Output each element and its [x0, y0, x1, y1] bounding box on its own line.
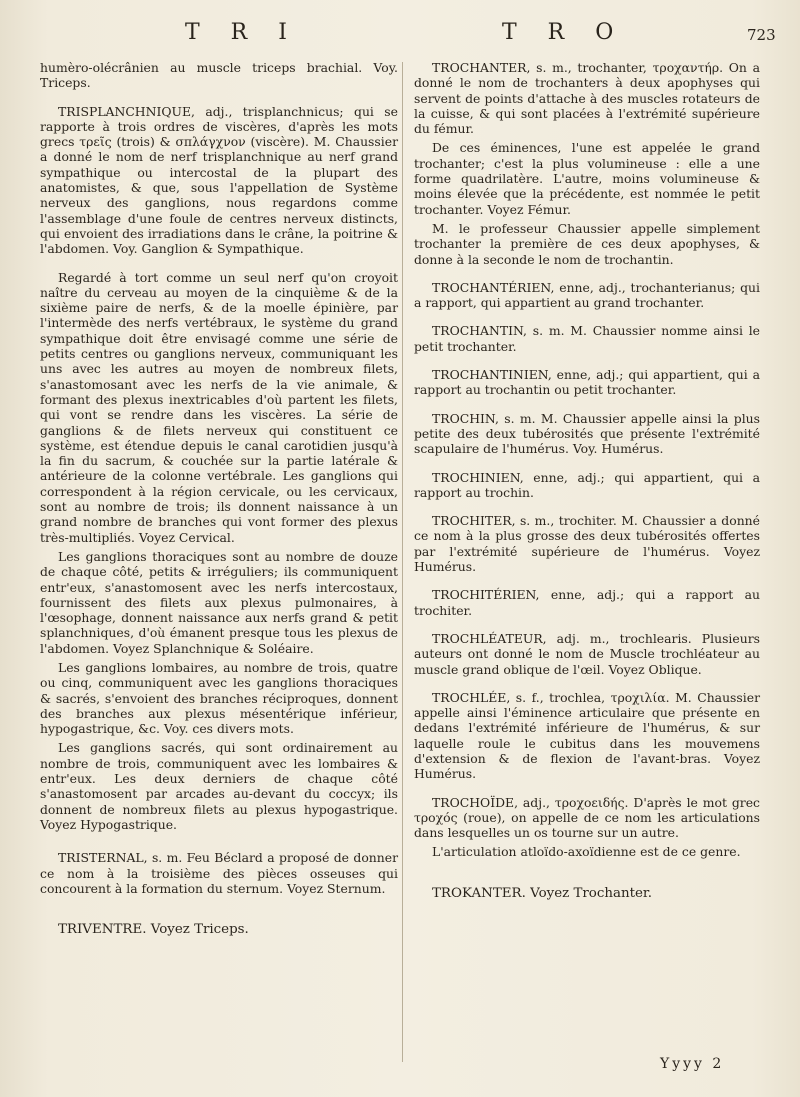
paragraph-atloido-axoidienne: L'articulation atloïdo-axoïdienne est de ce genre.: [432, 844, 741, 860]
entry-trochlee: TROCHLÉE, s. f., trochlea, τροχιλία. M. Chaussier appelle ainsi l'éminence articulaire que présente en dedans l'extrémité inférieure de l'humérus, & sur laquelle roule le cubitus dans les mouvemens d'extension & de flexion de l'avant-bras. Voyez Humérus.: [414, 689, 760, 782]
left-column: [40, 60, 398, 950]
running-head-right: T R O: [502, 20, 626, 45]
entry-trochiterien: TROCHITÉRIEN, enne, adj.; qui a rapport au trochiter.: [414, 587, 760, 618]
entry-triventre: TRIVENTRE. Voyez Triceps.: [58, 922, 249, 938]
entry-tristernal: TRISTERNAL, s. m. Feu Béclard a proposé de donner ce nom à la troisième des pièces osseuses qui concourent à la formation du sternum. Voyez Sternum.: [40, 850, 398, 896]
signature-mark: Yyyy 2: [660, 1056, 725, 1072]
entry-trokanter: TROKANTER. Voyez Trochanter.: [432, 885, 653, 901]
running-head-left: T R I: [185, 20, 299, 45]
entry-trochoide: TROCHOÏDE, adj., τροχοειδής. D'après le mot grec τροχός (roue), on appelle de ce nom les articulations dans lesquelles un os tourne sur un autre.: [414, 794, 760, 841]
entry-trochanterien: TROCHANTÉRIEN, enne, adj., trochanterianus; qui a rapport, qui appartient au grand trochanter.: [414, 279, 760, 311]
column-divider: [402, 62, 403, 1062]
paragraph-trochanter-chaussier: M. le professeur Chaussier appelle simplement trochanter la première de ces deux apophyses, & donne à la seconde le nom de trochantin.: [414, 220, 760, 267]
entry-trochinien: TROCHINIEN, enne, adj.; qui appartient, qui a rapport au trochin.: [414, 469, 760, 500]
entry-trochanter: TROCHANTER, s. m., trochanter, τροχαντήρ. On a donné le nom de trochanters à deux apophyses qui servent de points d'attache à des muscles rotateurs de la cuisse, & qui sont placées à l'extrémité supérieure du fémur.: [414, 60, 760, 137]
entry-trisplanchnique: TRISPLANCHNIQUE, adj., trisplanchnicus; qui se rapporte à trois ordres de viscères, d'après les mots grecs τρεῖς (trois) & σπλάγχνον (viscère). M. Chaussier a donné le nom de nerf trisplanchnique au nerf grand sympathique ou intercostal de la plupart des anatomistes, & que, sous l'appellation de Système nerveux des ganglions, nous regardons comme l'assemblage d'une foule de centres nerveux distincts, qui envoient des irradiations dans le crâne, la poitrine & l'abdomen. Voy. Ganglion & Sympathique.: [40, 103, 398, 257]
right-column: [414, 60, 760, 914]
entry-humero-olecranien: humèro-olécrânien au muscle triceps brachial. Voy. Triceps.: [40, 60, 398, 91]
entry-trochiter: TROCHITER, s. m., trochiter. M. Chaussier a donné ce nom à la plus grosse des deux tubérosités offertes par l'extrémité supérieure de l'humérus. Voyez Humérus.: [414, 513, 760, 575]
entry-trochantinien: TROCHANTINIEN, enne, adj.; qui appartient, qui a rapport au trochantin ou petit trochanter.: [414, 367, 760, 398]
entry-trochin: TROCHIN, s. m. M. Chaussier appelle ainsi la plus petite des deux tubérosités que présente l'extrémité scapulaire de l'humérus. Voy. Humérus.: [414, 410, 760, 457]
entry-trochleateur: TROCHLÉATEUR, adj. m., trochlearis. Plusieurs auteurs ont donné le nom de Muscle trochléateur au muscle grand oblique de l'œil. Voyez Oblique.: [414, 630, 760, 677]
paragraph-grand-trochanter: De ces éminences, l'une est appelée le grand trochanter; c'est la plus volumineuse : elle a une forme quadrilatère. L'autre, moins volumineuse & moins élevée que la précédente, est nommée le petit trochanter. Voyez Fémur.: [414, 140, 760, 217]
paragraph-ganglions-sacres: Les ganglions sacrés, qui sont ordinairement au nombre de trois, communiquent avec les lombaires & entr'eux. Les deux derniers de chaque côté s'anastomosent par arcades au-devant du coccyx; ils donnent de nombreux filets au plexus hypogastrique. Voyez Hypogastrique.: [40, 740, 398, 832]
paragraph-ganglions-lombaires: Les ganglions lombaires, au nombre de trois, quatre ou cinq, communiquent avec les ganglions thoraciques & sacrés, s'envoient des branches réciproques, donnent des branches aux plexus mésentérique inférieur, hypogastrique, &c. Voy. ces divers mots.: [40, 659, 398, 737]
page-number: 723: [747, 26, 776, 44]
paragraph-ganglions-thoraciques: Les ganglions thoraciques sont au nombre de douze de chaque côté, petits & irréguliers; ils communiquent entr'eux, s'anastomosent avec les nerfs intercostaux, fournissent des filets aux plexus pulmonaires, à l'œsophage, donnent naissance aux nerfs grand & petit splanchniques, d'où émanent presque tous les plexus de l'abdomen. Voyez Splanchnique & Soléaire.: [40, 548, 398, 656]
paragraph-grand-sympathique: Regardé à tort comme un seul nerf qu'on croyoit naître du cerveau au moyen de la cinquième & de la sixième paire de nerfs, & de la moelle épinière, par l'intermède des nerfs vertébraux, le système du grand sympathique doit être envisagé comme une série de petits centres ou ganglions nerveux, communiquant les uns avec les autres au moyen de nombreux filets, s'anastomosant avec les nerfs de la vie animale, & formant des plexus inextricables d'où partent les filets, qui vont se rendre dans les viscères. La série de ganglions & de filets nerveux qui constituent ce système, est étendue depuis le canal carotidien jusqu'à la fin du sacrum, & couchée sur la partie latérale & antérieure de la colonne vertébrale. Les ganglions qui correspondent à la région cervicale, ou les cervicaux, sont au nombre de trois; ils donnent naissance à un grand nombre de branches qui vont former des plexus très-multipliés. Voyez Cervical.: [40, 269, 398, 545]
entry-trochantin: TROCHANTIN, s. m. M. Chaussier nomme ainsi le petit trochanter.: [414, 323, 760, 354]
